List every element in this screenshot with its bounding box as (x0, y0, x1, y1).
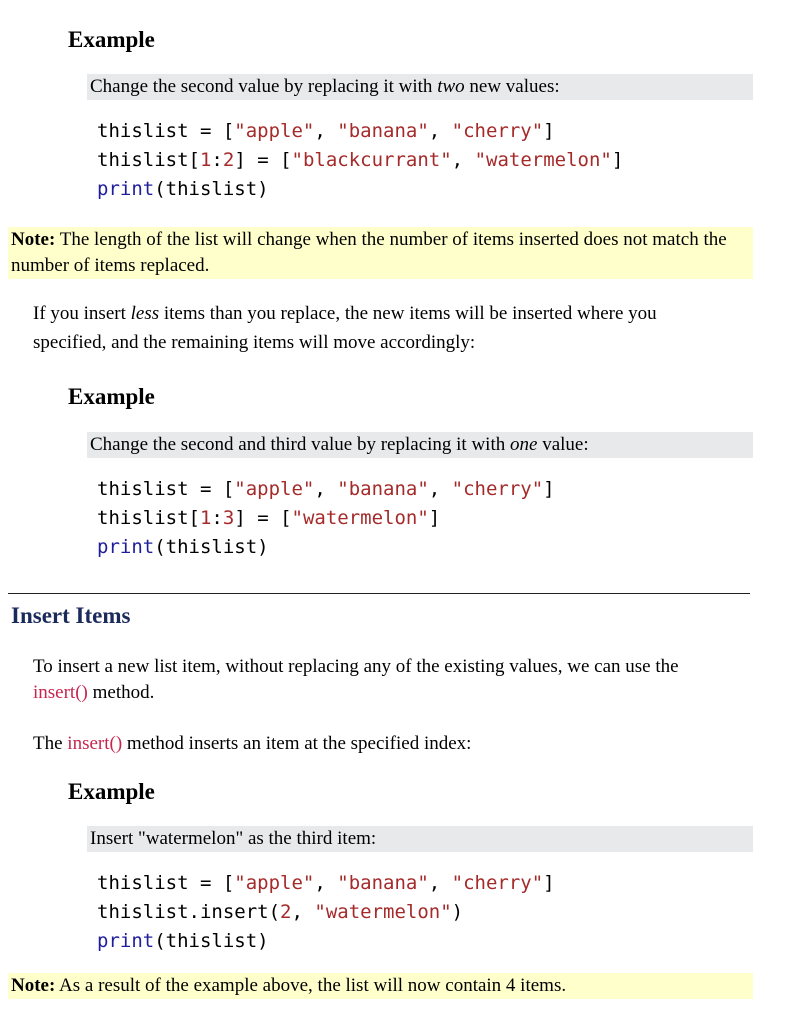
example-description: Insert "watermelon" as the third item: (87, 826, 753, 852)
paragraph: To insert a new list item, without replacing any of the existing values, we can use the insert() method. (33, 656, 679, 703)
code-block (97, 117, 623, 204)
code-block (97, 869, 555, 956)
code-line: thislist[1:3] = ["watermelon"] (97, 507, 441, 529)
code-line: print(thislist) (97, 178, 269, 200)
note-box: Note: The length of the list will change when the number of items inserted does not match the number of items replaced. (8, 227, 753, 279)
section-heading: Insert Items (11, 603, 131, 628)
code-line: thislist = ["apple", "banana", "cherry"] (97, 478, 555, 500)
example-heading: Example (68, 27, 155, 52)
code-block (97, 475, 555, 562)
note-box: Note: As a result of the example above, the list will now contain 4 items. (8, 973, 753, 999)
code-line: thislist = ["apple", "banana", "cherry"] (97, 872, 555, 894)
section-divider (8, 593, 750, 594)
code-line: thislist = ["apple", "banana", "cherry"] (97, 120, 555, 142)
code-line: thislist[1:2] = ["blackcurrant", "watermelon"] (97, 149, 624, 171)
method-reference: insert() (33, 682, 88, 703)
example-heading: Example (68, 384, 155, 409)
code-line: thislist.insert(2, "watermelon") (97, 901, 464, 923)
paragraph: If you insert less items than you replace, the new items will be inserted where you specified, and the remaining items will move accordingly: (33, 303, 657, 353)
code-line: print(thislist) (97, 536, 269, 558)
method-reference: insert() (67, 733, 123, 754)
code-line: print(thislist) (97, 930, 269, 952)
example-description: Change the second value by replacing it with two new values: (87, 74, 753, 100)
paragraph: The insert() method inserts an item at the specified index: (33, 733, 472, 754)
example-description: Change the second and third value by replacing it with one value: (87, 432, 753, 458)
example-heading: Example (68, 779, 155, 804)
